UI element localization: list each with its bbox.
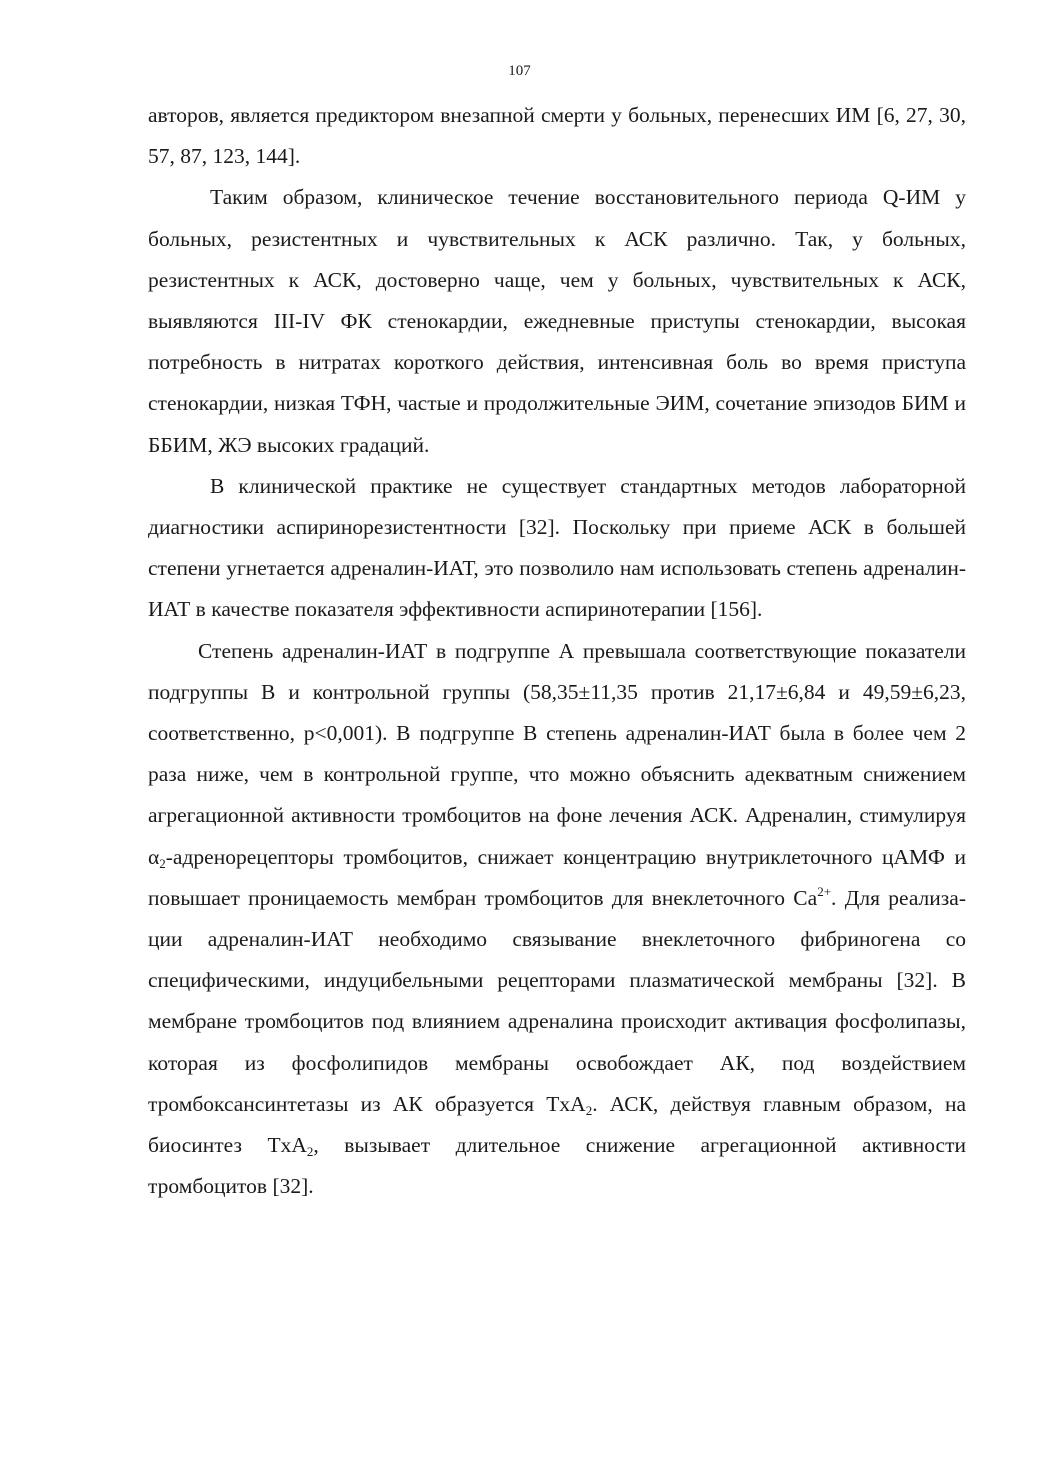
paragraph-4-text-4: . АСК, действуя главным образом, на биосинтез TxA [148, 1091, 966, 1158]
txa-subscript-2: 2 [306, 1144, 314, 1160]
calcium-superscript: 2+ [817, 883, 832, 899]
page-number: 107 [508, 63, 531, 79]
paragraph-4-text-3: . Для реализации адреналин-ИАТ необходимо связывание внеклеточного фибриногена со специфическими, индуцибельными рецепторами плазматической мембраны [32]. В мембране тромбоцитов под влиянием адреналина происходит активация фосфолипазы, которая из фосфолипидов мембраны освобождает АК, под воздействием тромбоксансинтетазы из АК образуется TxA [148, 885, 966, 1116]
paragraph-2: Таким образом, клиническое течение восстановительного периода Q-ИМ у больных, резистентных и чувствительных к АСК различно. Так, у больных, резистентных к АСК, достоверно чаще, чем у больных, чувствительных к АСК, выявляются III-IV ФК стенокардии, ежедневные приступы стенокардии, высокая потребность в нитратах короткого действия, интенсивная боль во время приступа стенокардии, низкая ТФН, частые и продолжительные ЭИМ, сочетание эпизодов БИМ и ББИМ, ЖЭ высоких градаций. [148, 185, 966, 457]
body-text [148, 95, 966, 1207]
paragraph-4-text-2: -адренорецепторы тромбоцитов, снижает концентрацию внутриклеточного цАМФ и повышает проницаемость мембран тромбоцитов для внеклеточного Ca [148, 844, 966, 910]
paragraph-4-text-5: , вызывает длительное снижение агрегационной активности тромбоцитов [32]. [148, 1133, 966, 1199]
paragraph-3: В клинической практике не существует стандартных методов лабораторной диагностики аспиринорезистентности [32]. Поскольку при приеме АСК в большей степени угнетается адреналин-ИАТ, это позволило нам использовать степень адреналин-ИАТ в качестве показателя эффективности аспиринотерапии [156]. [148, 473, 966, 622]
txa-subscript-1: 2 [585, 1102, 593, 1118]
paragraph-4 [148, 631, 966, 1208]
alpha-subscript: 2 [159, 855, 166, 871]
paragraph-1: авторов, является предиктором внезапной смерти у больных, перенесших ИМ [6, 27, 30, 57, 87, 123, 144]. [148, 103, 966, 169]
paragraph-4-text-1: Степень адреналин-ИАТ в подгруппе А превышала соответствующие показатели подгруппы В и контрольной группы (58,35±11,35 против 21,17±6,84 и 49,59±6,23, соответственно, р<0,001). В подгруппе В степень адреналин-ИАТ была в более чем 2 раза ниже, чем в контрольной группе, что можно объяснить адекватным снижением агрегационной активности тромбоцитов на фоне лечения АСК. Адреналин, стимулируя [148, 638, 966, 828]
alpha-symbol: α [148, 844, 160, 869]
